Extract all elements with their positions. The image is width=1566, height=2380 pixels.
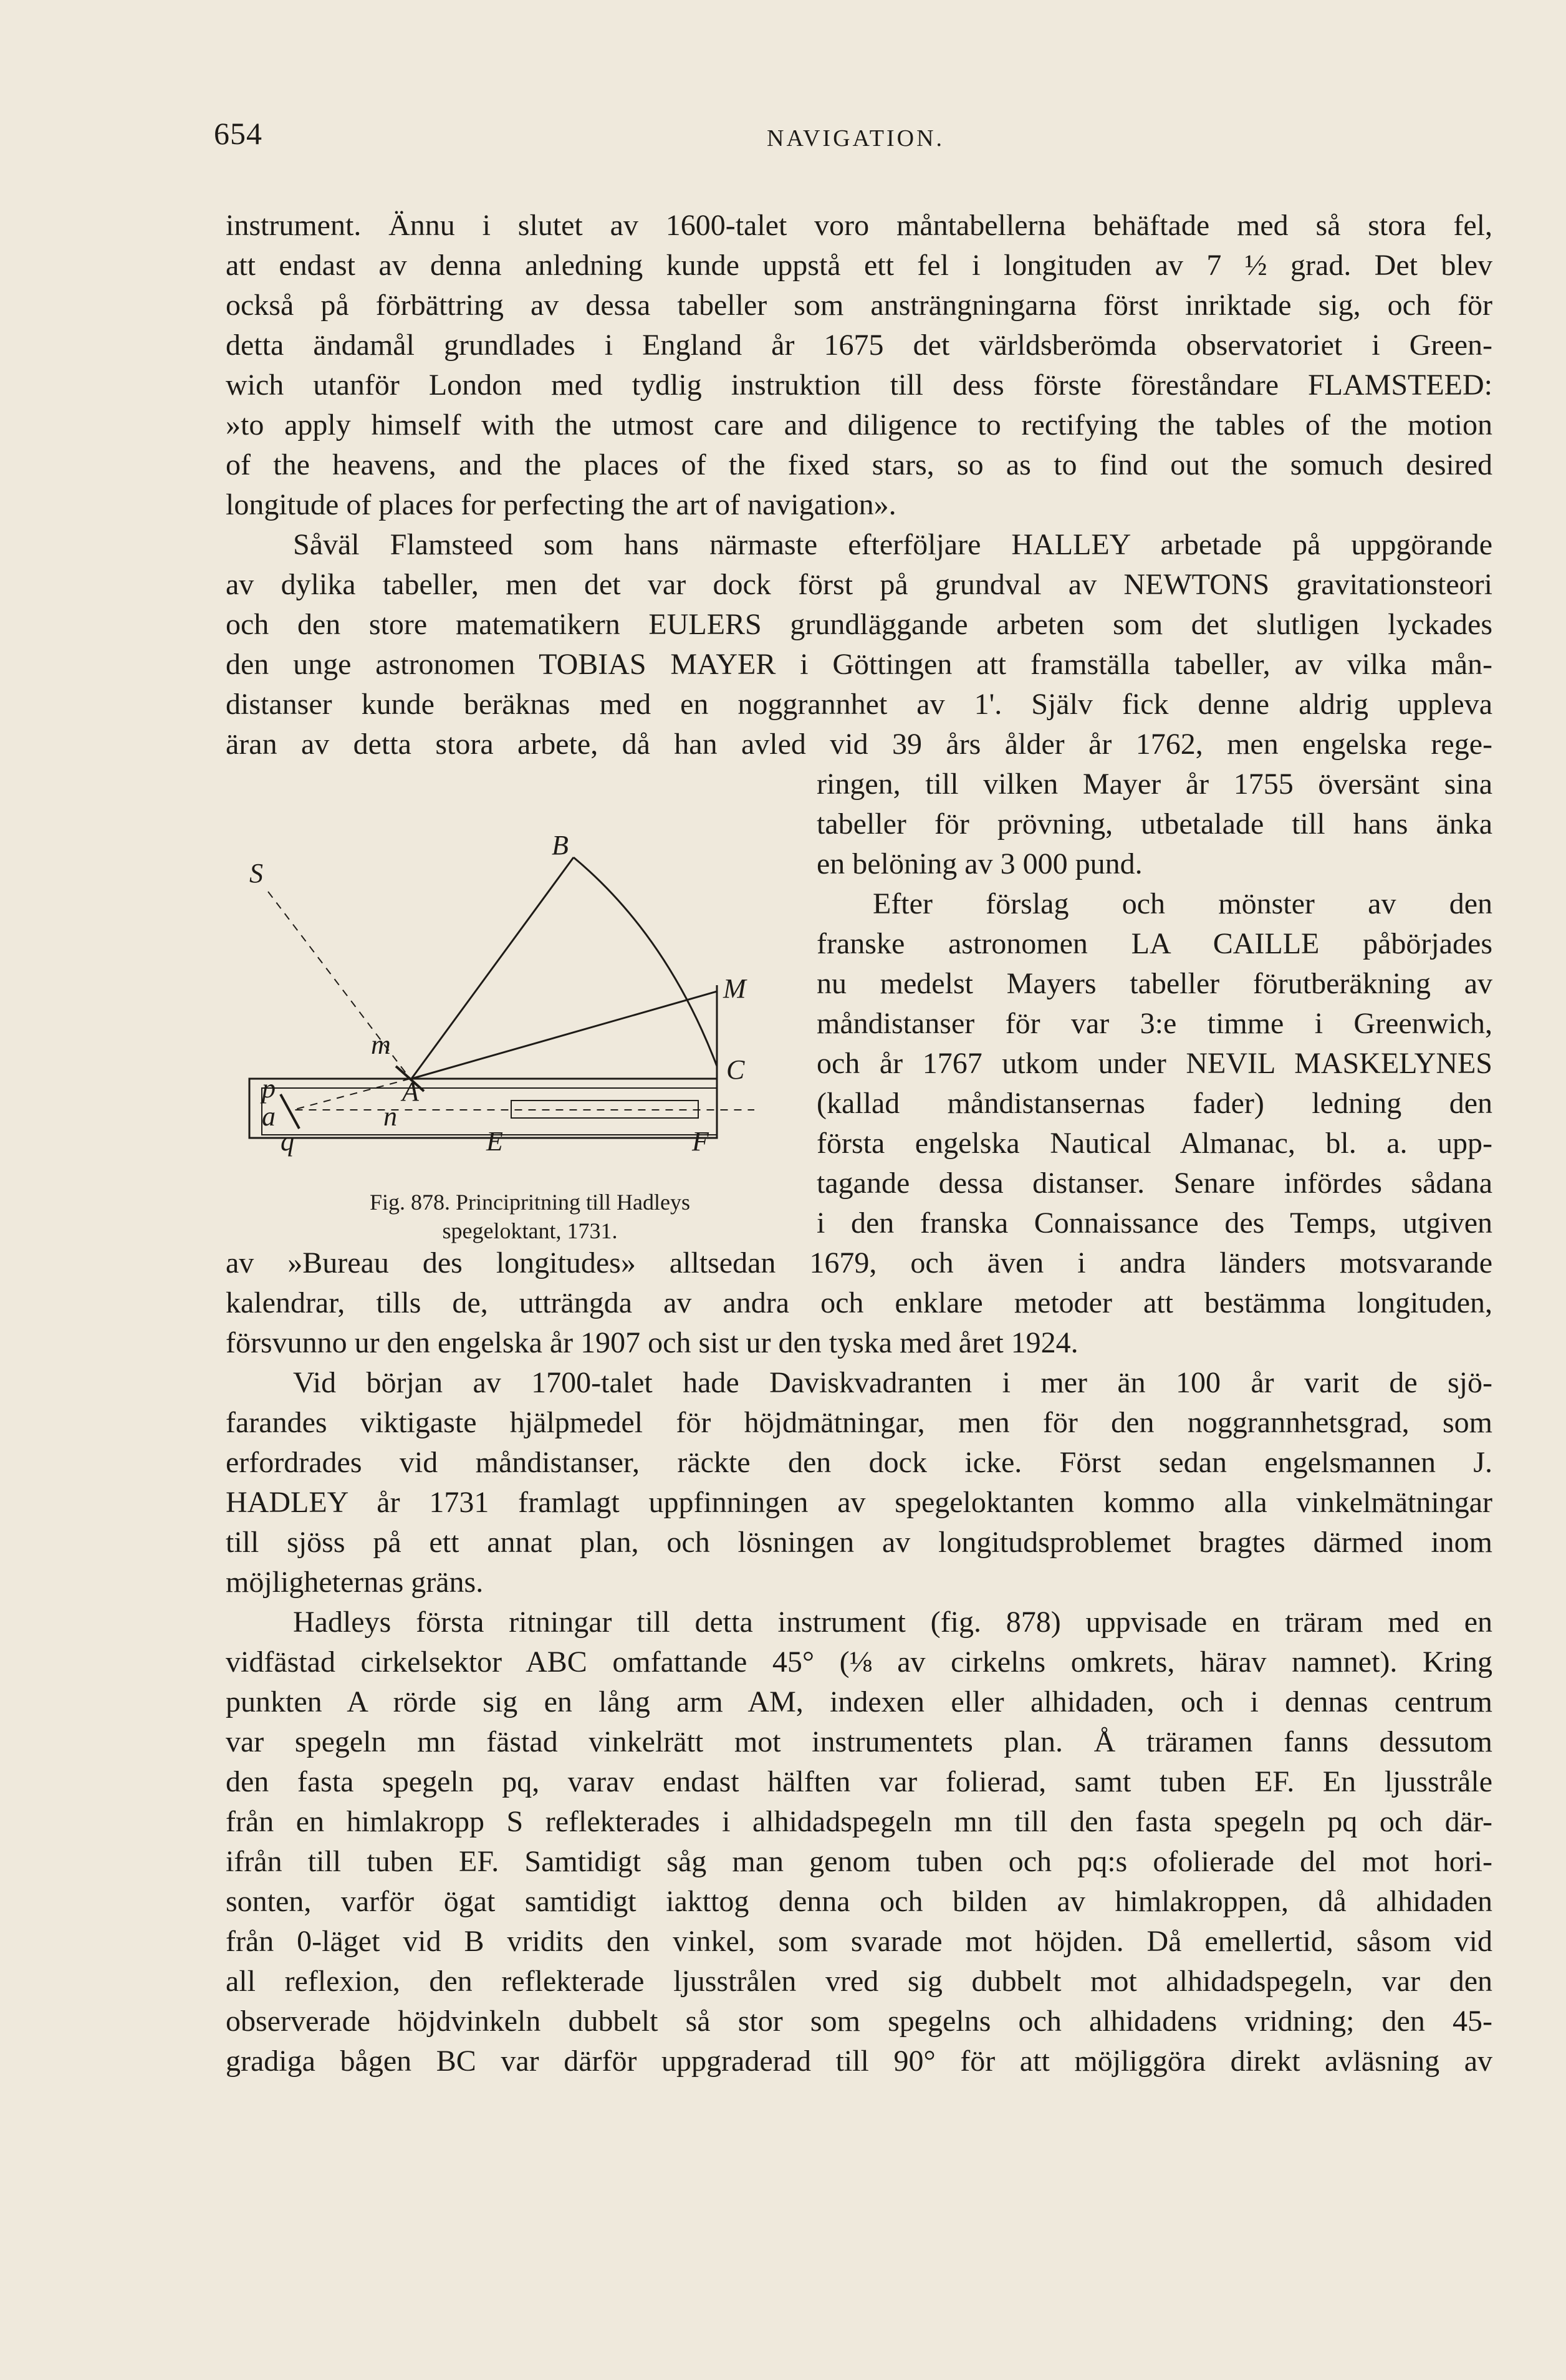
- figure-878-diagram: [243, 804, 779, 1191]
- text-line: måndistanser för var 3:e timme i Greenwich,: [817, 1007, 1492, 1040]
- text-line: den fasta spegeln pq, varav endast hälften var folierad, samt tuben EF. En ljusstråle: [226, 1765, 1492, 1798]
- text-line: gradiga bågen BC var därför uppgraderad till 90° för att möjliggöra direkt avläsning av: [226, 2045, 1492, 2078]
- text-line: HADLEY år 1731 framlagt uppfinningen av spegeloktanten kommo alla vinkelmätningar: [226, 1486, 1492, 1519]
- page-number: 654: [214, 116, 262, 151]
- text-line: of the heavens, and the places of the fixed stars, so as to find out the somuch desired: [226, 448, 1492, 481]
- text-line: möjligheternas gräns.: [226, 1566, 484, 1599]
- caption-text-2: spegeloktant, 1731.: [442, 1218, 618, 1243]
- text-line: den unge astronomen TOBIAS MAYER i Göttingen att framställa tabeller, av vilka mån-: [226, 648, 1492, 681]
- text-line: franske astronomen LA CAILLE påbörjades: [817, 927, 1492, 960]
- label-A: A: [402, 1076, 419, 1107]
- text-line: punkten A rörde sig en lång arm AM, indexen eller alhidaden, och i dennas centrum: [226, 1685, 1492, 1718]
- label-F: F: [692, 1126, 709, 1157]
- text-line: Hadleys första ritningar till detta instrument (fig. 878) uppvisade en träram med en: [293, 1606, 1492, 1639]
- text-line: i den franska Connaissance des Temps, utgiven: [817, 1207, 1492, 1240]
- reflected-ray: [293, 1079, 754, 1110]
- text-line: också på förbättring av dessa tabeller som ansträngningarna först inriktade sig, och för: [226, 289, 1492, 322]
- text-line: nu medelst Mayers tabeller förutberäkning av: [817, 967, 1492, 1000]
- text-line: Såväl Flamsteed som hans närmaste efterföljare HALLEY arbetade på uppgörande: [293, 528, 1492, 561]
- text-line: erfordrades vid måndistanser, räckte den dock icke. Först sedan engelsmannen J.: [226, 1446, 1492, 1479]
- running-head: NAVIGATION.: [767, 125, 945, 152]
- text-line: försvunno ur den engelska år 1907 och sist ur den tyska med året 1924.: [226, 1326, 1078, 1359]
- text-line: en belöning av 3 000 pund.: [817, 847, 1143, 880]
- text-line: vidfästad cirkelsektor ABC omfattande 45° (⅛ av cirkelns omkrets, härav namnet). Kring: [226, 1645, 1492, 1679]
- text-line: av dylika tabeller, men det var dock först på grundval av NEWTONS gravitationsteori: [226, 568, 1492, 601]
- text-line: och den store matematikern EULERS grundläggande arbeten som det slutligen lyckades: [226, 608, 1492, 641]
- text-line: ringen, till vilken Mayer år 1755 översänt sina: [817, 768, 1492, 801]
- label-C: C: [726, 1054, 745, 1085]
- label-q: q: [281, 1126, 294, 1157]
- label-p: p: [262, 1073, 276, 1104]
- index-arm-AM: [411, 991, 717, 1079]
- mirror-pq: [281, 1094, 299, 1129]
- text-line: longitude of places for perfecting the art of navigation».: [226, 488, 896, 521]
- caption-text: Principritning till Hadleys: [456, 1190, 690, 1215]
- text-line: var spegeln mn fästad vinkelrätt mot instrumentets plan. Å träramen fanns dessutom: [226, 1725, 1492, 1758]
- text-line: tagande dessa distanser. Senare infördes sådana: [817, 1167, 1492, 1200]
- text-line: äran av detta stora arbete, då han avled vid 39 års ålder år 1762, men engelska rege-: [226, 728, 1492, 761]
- text-line: och år 1767 utkom under NEVIL MASKELYNES: [817, 1047, 1492, 1080]
- text-line: från 0-läget vid B vridits den vinkel, som svarade mot höjden. Då emellertid, såsom vid: [226, 1925, 1492, 1958]
- label-n: n: [383, 1101, 397, 1132]
- text-line: instrument. Ännu i slutet av 1600-talet voro måntabellerna behäftade med så stora fel,: [226, 209, 1492, 242]
- text-line: »to apply himself with the utmost care and diligence to rectifying the tables of the motion: [226, 408, 1492, 441]
- text-line: från en himlakropp S reflekterades i alhidadspegeln mn till den fasta spegeln pq och där-: [226, 1805, 1492, 1838]
- text-line: farandes viktigaste hjälpmedel för höjdmätningar, men för den noggrannhetsgrad, som: [226, 1406, 1492, 1439]
- text-line: första engelska Nautical Almanac, bl. a. upp-: [817, 1127, 1492, 1160]
- label-m: m: [371, 1029, 391, 1060]
- text-line: ifrån till tuben EF. Samtidigt såg man genom tuben och pq:s ofolierade del mot hori-: [226, 1845, 1492, 1878]
- sector-line-AB: [411, 857, 574, 1079]
- text-line: distanser kunde beräknas med en noggrannhet av 1'. Själv fick denne aldrig uppleva: [226, 688, 1492, 721]
- figure-caption: [274, 1188, 785, 1245]
- text-line: all reflexion, den reflekterade ljusstrålen vred sig dubbelt mot alhidadspegeln, var den: [226, 1965, 1492, 1998]
- text-line: (kallad måndistansernas fader) ledning den: [817, 1087, 1492, 1120]
- text-line: till sjöss på ett annat plan, och lösningen av longitudsproblemet bragtes därmed inom: [226, 1526, 1492, 1559]
- text-line: sonten, varför ögat samtidigt iakttog denna och bilden av himlakroppen, då alhidaden: [226, 1885, 1492, 1918]
- text-line: kalendrar, tills de, utträngda av andra och enklare metoder att bestämma longituden,: [226, 1286, 1492, 1319]
- label-M: M: [723, 973, 746, 1004]
- text-line: detta ändamål grundlades i England år 1675 det världsberömda observatoriet i Green-: [226, 329, 1492, 362]
- label-a: a: [262, 1101, 276, 1132]
- text-line: Efter förslag och mönster av den: [873, 887, 1492, 920]
- label-E: E: [486, 1126, 503, 1157]
- text-line: observerade höjdvinkeln dubbelt så stor som spegelns och alhidadens vridning; den 45-: [226, 2005, 1492, 2038]
- text-line: Vid början av 1700-talet hade Daviskvadranten i mer än 100 år varit de sjö-: [293, 1366, 1492, 1399]
- sector-arc-BC: [574, 857, 717, 1066]
- label-B: B: [552, 830, 569, 860]
- text-line: tabeller för prövning, utbetalade till hans änka: [817, 807, 1492, 841]
- text-line: att endast av denna anledning kunde uppstå ett fel i longituden av 7 ½ grad. Det blev: [226, 249, 1492, 282]
- text-line: wich utanför London med tydlig instruktion till dess förste föreståndare FLAMSTEED:: [226, 369, 1492, 402]
- caption-fig-number: Fig. 878.: [370, 1190, 451, 1215]
- text-line: av »Bureau des longitudes» alltsedan 1679, och även i andra länders motsvarande: [226, 1246, 1492, 1279]
- label-S: S: [249, 858, 263, 889]
